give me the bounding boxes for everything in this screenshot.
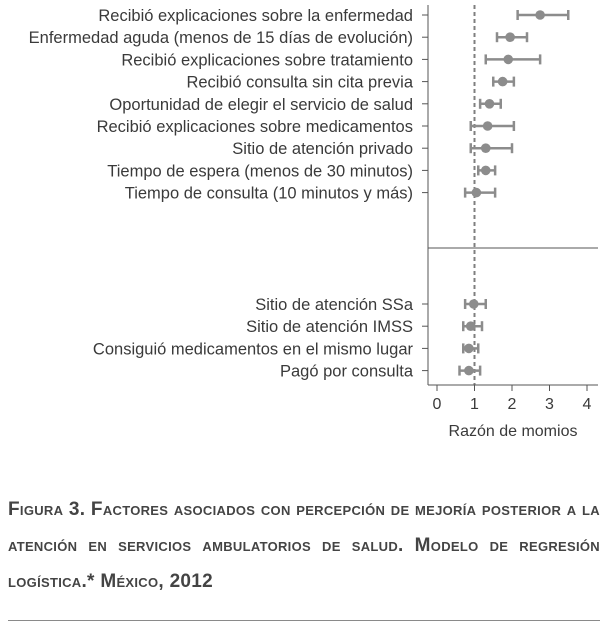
odds-ratio-point	[498, 77, 508, 87]
odds-ratio-point	[464, 366, 474, 376]
x-tick-label: 1	[470, 396, 479, 413]
row-label: Sitio de atención IMSS	[246, 318, 413, 337]
odds-ratio-point	[472, 188, 482, 198]
row-label: Sitio de atención privado	[232, 140, 413, 159]
odds-ratio-point	[481, 166, 491, 176]
figure-caption: Figura 3. Factores asociados con percepción de mejoría posterior a la atención en servicios ambulatorios de salud. Modelo de regresión logística.* México, 2012	[8, 499, 600, 592]
odds-ratio-point	[481, 143, 491, 153]
row-label: Sitio de atención SSa	[255, 296, 413, 314]
x-tick-label: 2	[507, 396, 517, 413]
row-label: Recibió explicaciones sobre medicamentos	[96, 118, 413, 136]
odds-ratio-point	[469, 299, 479, 309]
row-label: Enfermedad aguda (menos de 15 días de evolución)	[28, 29, 413, 48]
row-label: Pagó por consulta	[279, 362, 413, 381]
odds-ratio-point	[485, 99, 495, 109]
row-label: Recibió explicaciones sobre la enfermedad	[98, 7, 413, 25]
x-tick-label: 0	[432, 396, 442, 413]
row-labels	[29, 7, 414, 381]
row-label: Tiempo de consulta (10 minutos y más)	[124, 184, 413, 203]
odds-ratio-point	[466, 321, 476, 331]
x-tick-label: 3	[545, 396, 554, 413]
row-label: Tiempo de espera (menos de 30 minutos)	[107, 162, 413, 181]
row-label: Consiguió medicamentos en el mismo lugar	[92, 340, 413, 359]
odds-ratio-point	[503, 55, 513, 65]
row-label: Recibió explicaciones sobre tratamiento	[121, 51, 413, 70]
plot-area	[460, 5, 569, 385]
bottom-divider	[8, 620, 600, 621]
x-axis-label: Razón de momios	[448, 423, 578, 440]
row-label: Oportunidad de elegir el servicio de salud	[109, 95, 413, 114]
odds-ratio-point	[535, 10, 545, 20]
row-label: Recibió consulta sin cita previa	[186, 73, 413, 92]
x-tick-label: 4	[582, 396, 592, 413]
odds-ratio-point	[505, 32, 515, 42]
odds-ratio-point	[464, 344, 474, 354]
x-axis	[422, 5, 598, 413]
odds-ratio-point	[483, 121, 493, 131]
